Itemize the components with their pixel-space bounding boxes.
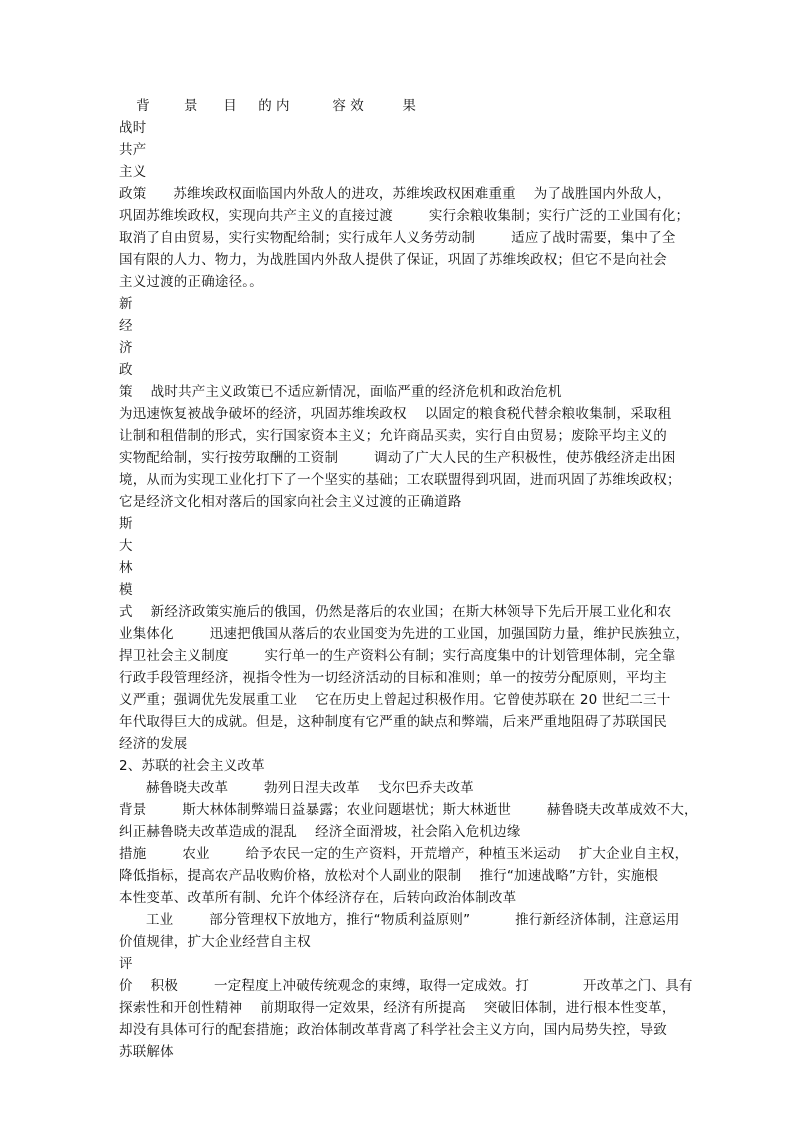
text-line: 背景 斯大林体制弊端日益暴露；农业问题堪忧；斯大林逝世 赫鲁晓夫改革成效不大，	[119, 802, 698, 818]
text-line: 经济的发展	[119, 736, 188, 752]
text-line: 2、苏联的社会主义改革	[119, 758, 265, 774]
table-header-row: 背 景 目 的 内 容 效 果	[119, 98, 416, 114]
text-line: 斯	[119, 516, 133, 532]
text-line: 主义	[119, 164, 147, 180]
text-line: 经	[119, 318, 133, 334]
text-line: 政	[119, 362, 133, 378]
text-line: 共产	[119, 142, 147, 158]
text-line: 义严重；强调优先发展重工业 它在历史上曾起过积极作用。它曾使苏联在 20 世纪二三十	[119, 692, 671, 708]
text-line: 评	[119, 956, 133, 972]
text-line: 策 战时共产主义政策已不适应新情况，面临严重的经济危机和政治危机	[119, 384, 562, 400]
text-line: 境，从而为实现工业化打下了一个坚实的基础；工农联盟得到巩固，进而巩固了苏维埃政权；	[119, 472, 681, 488]
text-line: 赫鲁晓夫改革 勃列日涅夫改革 戈尔巴乔夫改革	[119, 780, 474, 796]
text-line: 却没有具体可行的配套措施；政治体制改革背离了科学社会主义方向，国内局势失控，导致	[119, 1022, 667, 1038]
text-line: 苏联解体	[119, 1044, 174, 1060]
text-line: 年代取得巨大的成就。但是，这种制度有它严重的缺点和弊端，后来严重地阻碍了苏联国民	[119, 714, 667, 730]
text-line: 价 积极 一定程度上冲破传统观念的束缚，取得一定成效。打 开改革之门、具有	[119, 978, 693, 994]
text-line: 实物配给制，实行按劳取酬的工资制 调动了广大人民的生产积极性，使苏俄经济走出困	[119, 450, 676, 466]
text-line: 降低指标，提高农产品收购价格，放松对个人副业的限制 推行“加速战略”方针，实施根	[119, 868, 659, 884]
text-line: 业集体化 迅速把俄国从落后的农业国变为先进的工业国，加强国防力量，维护民族独立，	[119, 626, 690, 642]
text-line: 纠正赫鲁晓夫改革造成的混乱 经济全面滑坡，社会陷入危机边缘	[119, 824, 521, 840]
text-line: 措施 农业 给予农民一定的生产资料，开荒增产，种植玉米运动 扩大企业自主权，	[119, 846, 689, 862]
text-line: 工业 部分管理权下放地方，推行“物质利益原则” 推行新经济体制，注意运用	[119, 912, 680, 928]
text-line: 为迅速恢复被战争破坏的经济，巩固苏维埃政权 以固定的粮食税代替余粮收集制，采取租	[119, 406, 672, 422]
text-line: 价值规律，扩大企业经营自主权	[119, 934, 311, 950]
text-line: 探索性和开创性精神 前期取得一定效果，经济有所提高 突破旧体制，进行根本性变革，	[119, 1000, 676, 1016]
text-line: 取消了自由贸易，实行实物配给制；实行成年人义务劳动制 适应了战时需要，集中了全	[119, 230, 676, 246]
text-line: 战时	[119, 120, 147, 136]
text-line: 济	[119, 340, 133, 356]
text-line: 它是经济文化相对落后的国家向社会主义过渡的正确道路	[119, 494, 462, 510]
text-line: 主义过渡的正确途径。。	[119, 274, 263, 290]
text-line: 模	[119, 582, 133, 598]
text-line: 让制和租借制的形式，实行国家资本主义；允许商品买卖，实行自由贸易；废除平均主义的	[119, 428, 667, 444]
text-line: 林	[119, 560, 133, 576]
text-line: 政策 苏维埃政权面临国内外敌人的进攻，苏维埃政权困难重重 为了战胜国内外敌人，	[119, 186, 671, 202]
text-line: 式 新经济政策实施后的俄国，仍然是落后的农业国；在斯大林领导下先后开展工业化和农	[119, 604, 672, 620]
text-line: 新	[119, 296, 133, 312]
text-line: 大	[119, 538, 133, 554]
text-line: 巩固苏维埃政权，实现向共产主义的直接过渡 实行余粮收集制；实行广泛的工业国有化；	[119, 208, 690, 224]
text-line: 捍卫社会主义制度 实行单一的生产资料公有制；实行高度集中的计划管理体制，完全靠	[119, 648, 676, 664]
text-line: 本性变革、改革所有制、允许个体经济存在，后转向政治体制改革	[119, 890, 517, 906]
text-line: 行政手段管理经济，视指令性为一切经济活动的目标和准则；单一的按劳分配原则，平均主	[119, 670, 667, 686]
text-line: 国有限的人力、物力，为战胜国内外敌人提供了保证，巩固了苏维埃政权；但它不是向社会	[119, 252, 667, 268]
